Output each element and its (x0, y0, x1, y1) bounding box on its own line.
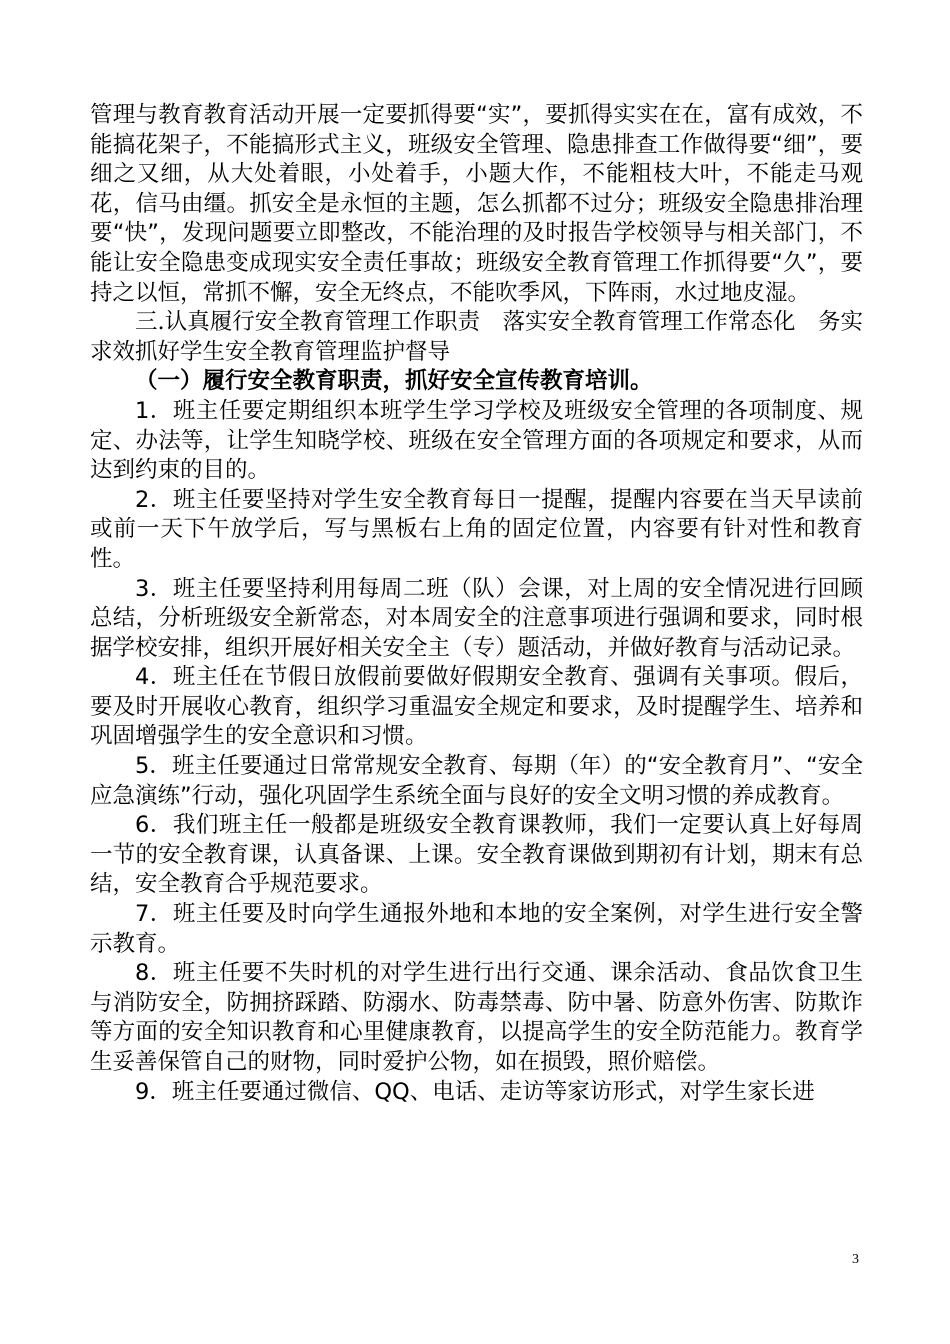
list-item-2: 2．班主任要坚持对学生安全教育每日一提醒，提醒内容要在当天早读前或前一天下午放学后，写与黑板右上角的固定位置，内容要有针对性和教育性。 (90, 486, 863, 572)
list-item-7: 7．班主任要及时向学生通报外地和本地的安全案例，对学生进行安全警示教育。 (90, 901, 863, 957)
list-item-9: 9．班主任要通过微信、QQ、电话、走访等家访形式，对学生家长进 (135, 1078, 815, 1105)
section-heading: 三.认真履行安全教育管理工作职责 落实安全教育管理工作常态化 务实求效抓好学生安全教育管理监护督导 (90, 309, 863, 365)
list-item-4: 4．班主任在节假日放假前要做好假期安全教育、强调有关事项。假后，要及时开展收心教育，组织学习重温安全规定和要求，及时提醒学生、培养和巩固增强学生的安全意识和习惯。 (90, 664, 863, 750)
document-page (90, 101, 863, 1107)
list-item-1: 1．班主任要定期组织本班学生学习学校及班级安全管理的各项制度、规定、办法等，让学生知晓学校、班级在安全管理方面的各项规定和要求，从而达到约束的目的。 (90, 397, 863, 484)
list-item-6: 6．我们班主任一般都是班级安全教育课教师，我们一定要认真上好每周一节的安全教育课，认真备课、上课。安全教育课做到期初有计划，期末有总结，安全教育合乎规范要求。 (90, 812, 863, 898)
list-item-5: 5．班主任要通过日常常规安全教育、每期（年）的“安全教育月”、“安全应急演练”行动，强化巩固学生系统全面与良好的安全文明习惯的养成教育。 (90, 753, 863, 809)
continuation-paragraph: 管理与教育教育活动开展一定要抓得要“实”，要抓得实实在在，富有成效，不能搞花架子，不能搞形式主义，班级安全管理、隐患排查工作做得要“细”，要细之又细，从大处着眼，小处着手，小题大作，不能粗枝大叶，不能走马观花，信马由缰。抓安全是永恒的主题，怎么抓都不过分；班级安全隐患排治理要“快”，发现问题要立即整改，不能治理的及时报告学校领导与相关部门，不能让安全隐患变成现实安全责任事故；班级安全教育管理工作抓得要“久”，要持之以恒，常抓不懈，安全无终点，不能吹季风，下阵雨，水过地皮湿。 (90, 102, 863, 306)
subsection-heading: （一）履行安全教育职责，抓好安全宣传教育培训。 (135, 368, 653, 395)
list-item-3: 3．班主任要坚持利用每周二班（队）会课，对上周的安全情况进行回顾总结，分析班级安全新常态，对本周安全的注意事项进行强调和要求，同时根据学校安排，组织开展好相关安全主（专）题活动，并做好教育与活动记录。 (90, 575, 863, 661)
page-number: 3 (852, 1252, 859, 1267)
list-item-8: 8．班主任要不失时机的对学生进行出行交通、课余活动、食品饮食卫生与消防安全，防拥挤踩踏、防溺水、防毒禁毒、防中暑、防意外伤害、防欺诈等方面的安全知识教育和心里健康教育，以提高学生的安全防范能力。教育学生妥善保管自己的财物，同时爱护公物，如在损毁，照价赔偿。 (90, 960, 863, 1075)
